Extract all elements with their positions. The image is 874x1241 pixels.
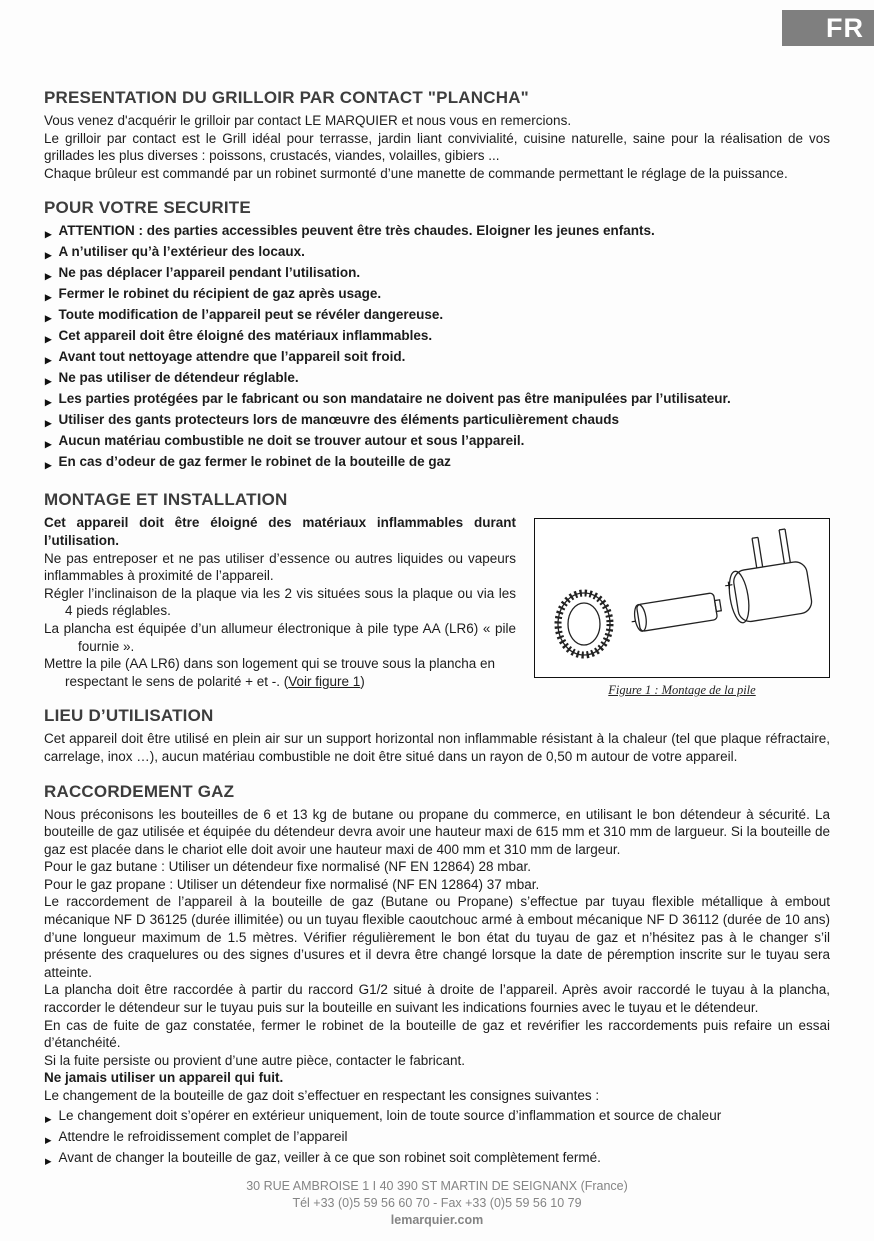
section-raccordement (44, 782, 830, 1170)
safety-item (44, 390, 830, 411)
safety-item-text: Avant tout nettoyage attendre que l’appareil soit froid. (58, 349, 406, 365)
safety-item (44, 453, 830, 474)
safety-item-text: Les parties protégées par le fabricant ou son mandataire ne doivent pas être manipulées par l’utilisateur. (58, 391, 731, 407)
figure-reference: Voir figure 1 (288, 673, 361, 689)
battery-diagram-graphic (546, 524, 818, 672)
safety-item-text: Cet appareil doit être éloigné des matériaux inflammables. (58, 328, 433, 344)
bullet-arrow-icon: ▶ (45, 334, 52, 345)
safety-item (44, 348, 830, 369)
safety-item-text: En cas d’odeur de gaz fermer le robinet de la bouteille de gaz (58, 454, 451, 470)
safety-list (44, 222, 830, 474)
raccordement-paragraph: Pour le gaz butane : Utiliser un détendeur fixe normalisé (NF EN 12864) 28 mbar. (44, 859, 532, 875)
safety-item (44, 306, 830, 327)
section-presentation (44, 88, 830, 182)
raccordement-warning: Ne jamais utiliser un appareil qui fuit. (44, 1070, 284, 1086)
section-montage (44, 490, 830, 698)
montage-paragraph: Ne pas entreposer et ne pas utiliser d’essence ou autres liquides ou vapeurs inflammables à proximité de l’appareil. (44, 550, 516, 584)
securite-title: POUR VOTRE SECURITE (44, 198, 251, 218)
montage-p5-close: ) (360, 673, 365, 689)
safety-item (44, 369, 830, 390)
battery-plus-label: + (723, 576, 735, 596)
lieu-title: LIEU D’UTILISATION (44, 706, 214, 726)
bullet-arrow-icon: ▶ (45, 1155, 52, 1166)
safety-item-text: Ne pas utiliser de détendeur réglable. (58, 370, 299, 386)
safety-item-text: ATTENTION : des parties accessibles peuvent être très chaudes. Eloigner les jeunes enfants. (58, 223, 655, 239)
raccordement-paragraph: Si la fuite persiste ou provient d’une autre pièce, contacter le fabricant. (44, 1052, 465, 1068)
bullet-arrow-icon: ▶ (45, 397, 52, 408)
safety-item (44, 411, 830, 432)
bottle-change-item (44, 1128, 830, 1149)
presentation-paragraph: Le grilloir par contact est le Grill idéal pour terrasse, jardin liant convivialité, cuisine naturelle, saine pour la réalisation de vos grillades les plus diverses : poissons, crustacés, viandes, volailles, gibiers ... (44, 130, 830, 164)
raccordement-paragraph: En cas de fuite de gaz constatée, fermer le robinet de la bouteille de gaz et revérifier les raccordements puis refaire un essai d’étanchéité. (44, 1017, 830, 1051)
safety-item-text: Toute modification de l’appareil peut se révéler dangereuse. (58, 307, 444, 323)
figure-caption: Figure 1 : Montage de la pile (608, 683, 756, 698)
safety-item-text: Utiliser des gants protecteurs lors de manœuvre des éléments particulièrement chauds (58, 412, 619, 428)
figure-1 (534, 518, 830, 698)
raccordement-paragraph: Le changement de la bouteille de gaz doit s’effectuer en respectant les consignes suivantes : (44, 1088, 600, 1103)
bottle-change-item-text: Le changement doit s’opérer en extérieur uniquement, loin de toute source d’inflammation et source de chaleur (58, 1107, 722, 1123)
safety-item-text: Ne pas déplacer l’appareil pendant l’utilisation. (58, 265, 361, 281)
safety-item-text: A n’utiliser qu’à l’extérieur des locaux. (58, 244, 305, 260)
bottle-change-item (44, 1149, 830, 1170)
safety-item (44, 264, 830, 285)
language-badge: FR (782, 10, 874, 46)
presentation-paragraph: Vous venez d'acquérir le grilloir par contact LE MARQUIER et nous vous en remercions. (44, 113, 572, 128)
safety-item (44, 327, 830, 348)
raccordement-title: RACCORDEMENT GAZ (44, 781, 235, 801)
bullet-arrow-icon: ▶ (45, 229, 52, 240)
page-footer (0, 1178, 874, 1229)
safety-item (44, 285, 830, 306)
bottle-change-item-text: Attendre le refroidissement complet de l’appareil (58, 1128, 348, 1144)
safety-item-text: Aucun matériau combustible ne doit se trouver autour et sous l’appareil. (58, 433, 525, 449)
bullet-arrow-icon: ▶ (45, 376, 52, 387)
bottle-change-item (44, 1107, 830, 1128)
montage-paragraph: La plancha est équipée d’un allumeur électronique à pile type AA (LR6) « pile fournie ». (44, 620, 516, 654)
montage-title: MONTAGE ET INSTALLATION (44, 490, 288, 510)
presentation-paragraph: Chaque brûleur est commandé par un robinet surmonté d’une manette de commande permettant le réglage de la puissance. (44, 165, 788, 181)
raccordement-paragraph: Nous préconisons les bouteilles de 6 et 13 kg de butane ou propane du commerce, en utilisant le bon détendeur à sécurité. La bouteille de gaz utilisée et équipée du détendeur devra avoir une hauteur maxi de 615 mm et 310 mm de largueur. Si la bouteille de gaz est placée dans le chariot elle doit avoir une hauteur maxi de 400 mm et 310 mm de largeur. (44, 806, 830, 857)
footer-phone: Tél +33 (0)5 59 56 60 70 - Fax +33 (0)5 59 56 10 79 (292, 1196, 582, 1210)
safety-item-text: Fermer le robinet du récipient de gaz après usage. (58, 286, 382, 302)
section-securite (44, 198, 830, 474)
bullet-arrow-icon: ▶ (45, 418, 52, 429)
bullet-arrow-icon: ▶ (45, 250, 52, 261)
montage-paragraph: Régler l’inclinaison de la plaque via les 2 vis situées sous la plaque ou via les 4 pieds réglables. (44, 585, 516, 619)
bullet-arrow-icon: ▶ (45, 1113, 52, 1124)
safety-item (44, 432, 830, 453)
section-lieu (44, 706, 830, 765)
bullet-arrow-icon: ▶ (45, 271, 52, 282)
bullet-arrow-icon: ▶ (45, 1134, 52, 1145)
montage-paragraph: Cet appareil doit être éloigné des matériaux inflammables durant l’utilisation. (44, 515, 516, 548)
bullet-arrow-icon: ▶ (45, 460, 52, 471)
presentation-title: PRESENTATION DU GRILLOIR PAR CONTACT "PLANCHA" (44, 88, 529, 107)
lieu-paragraph: Cet appareil doit être utilisé en plein air sur un support horizontal non inflammable résistant à la chaleur (tel que plaque réfractaire, carrelage, inox …), aucun matériau combustible ne doit être situé dans un rayon de 0,50 m autour de votre appareil. (44, 731, 830, 764)
bullet-arrow-icon: ▶ (45, 439, 52, 450)
footer-website: lemarquier.com (390, 1213, 484, 1227)
montage-p5-text: Mettre la pile (AA LR6) dans son logement qui se trouve sous la plancha en respectant le sens de polarité + et -. ( (44, 656, 496, 689)
raccordement-paragraph: La plancha doit être raccordée à partir du raccord G1/2 situé à droite de l’appareil. Après avoir raccordé le tuyau à la plancha, raccorder le détendeur sur le tuyau puis sur la bouteille en suivant les indications fournies avec le tuyau et le détendeur. (44, 982, 830, 1016)
bullet-arrow-icon: ▶ (45, 355, 52, 366)
safety-item (44, 222, 830, 243)
raccordement-paragraph: Le raccordement de l’appareil à la bouteille de gaz (Butane ou Propane) s’effectue par tuyau flexible métallique à embout mécanique NF D 36125 (durée illimitée) ou un tuyau flexible caoutchouc armé à embout mécanique NF D 36112 (durée de 10 ans) d’une longueur maximum de 1.5 mètres. Vérifier régulièrement le bon état du tuyau de gaz et n’hésitez pas à le changer s’il présente des craquelures ou des signes d’usures et il devra être changé lorsque la date de péremption inscrite sur le tuyau sera atteinte. (44, 894, 830, 980)
bottle-change-list (44, 1107, 830, 1170)
safety-item (44, 243, 830, 264)
footer-address: 30 RUE AMBROISE 1 I 40 390 ST MARTIN DE SEIGNANX (France) (246, 1179, 628, 1193)
battery-minus-label: - (629, 612, 638, 631)
figure-image (534, 518, 830, 678)
bullet-arrow-icon: ▶ (45, 292, 52, 303)
raccordement-paragraph: Pour le gaz propane : Utiliser un détendeur fixe normalisé (NF EN 12864) 37 mbar. (44, 876, 540, 892)
bullet-arrow-icon: ▶ (45, 313, 52, 324)
bottle-change-item-text: Avant de changer la bouteille de gaz, veiller à ce que son robinet soit complètement fermé. (58, 1149, 601, 1165)
